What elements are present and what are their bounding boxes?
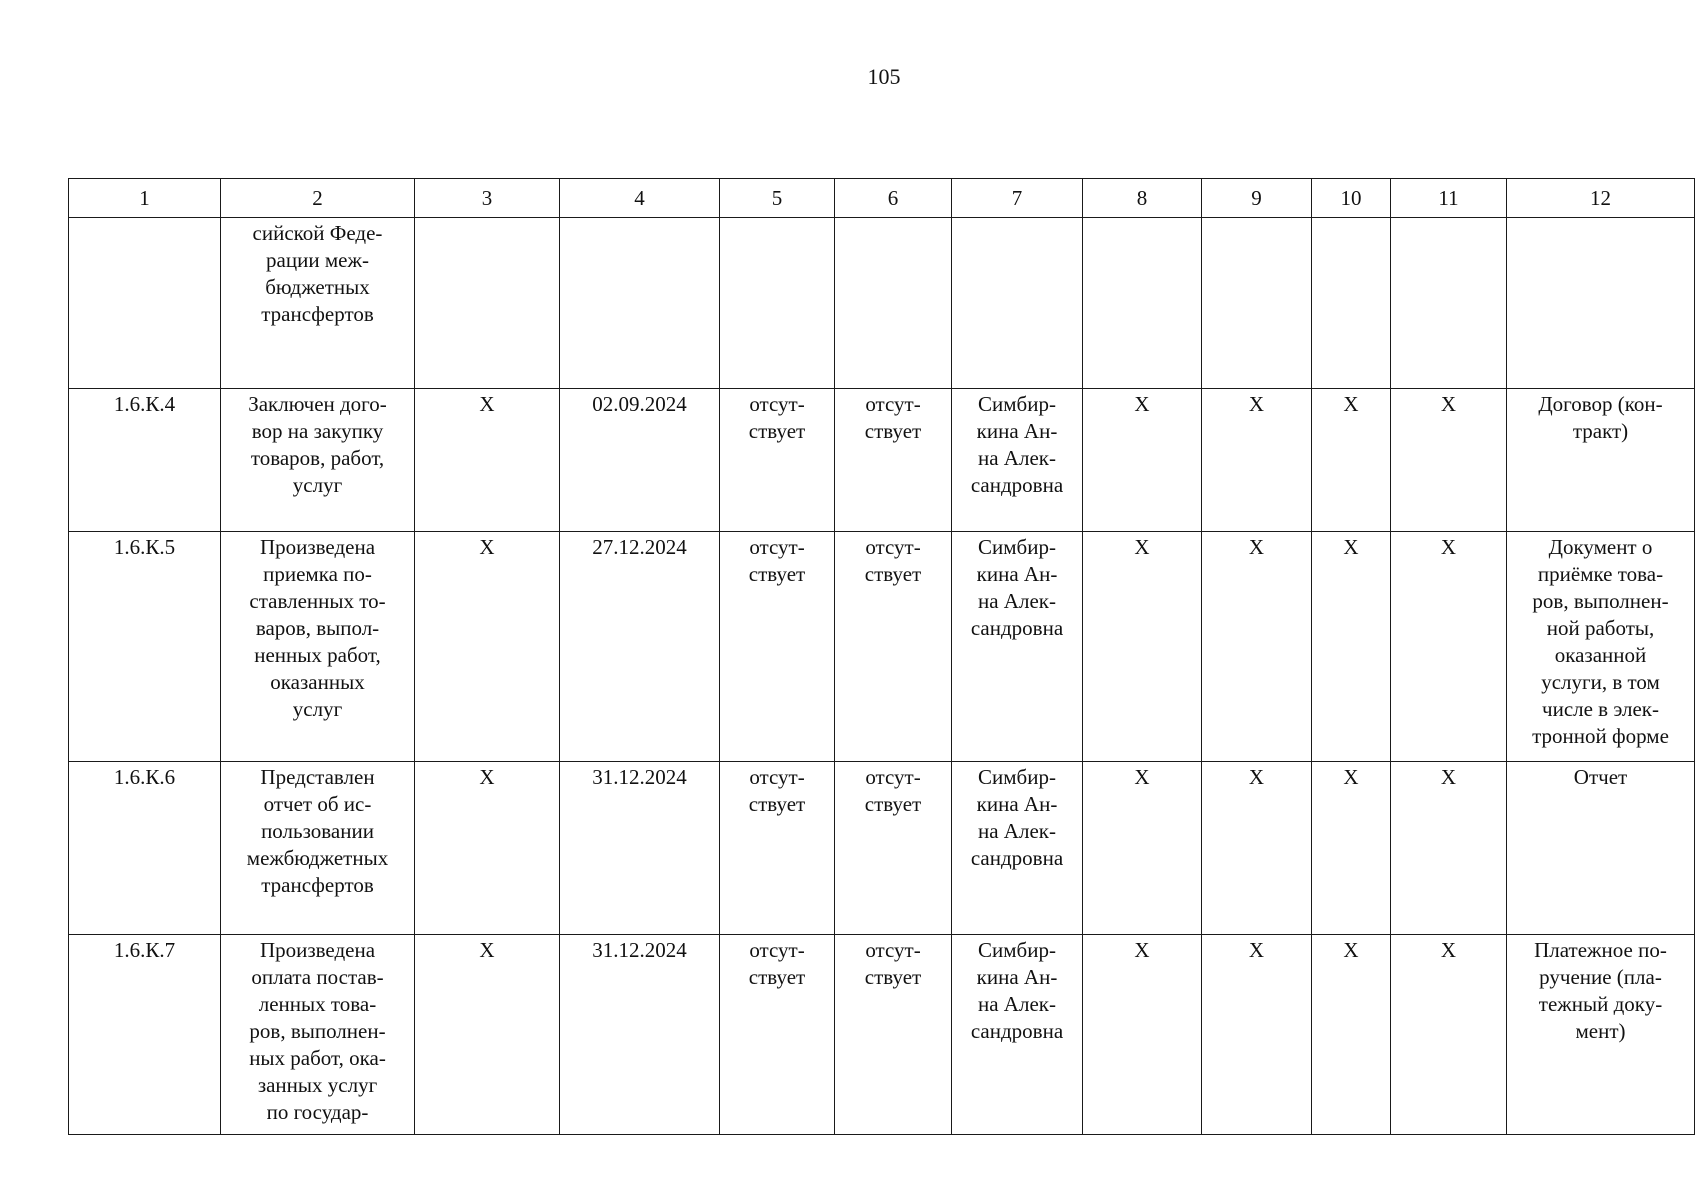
column-header: 5 <box>720 179 835 218</box>
table-row-continuation <box>69 218 1695 389</box>
column-header: 2 <box>221 179 415 218</box>
table-row <box>69 389 1695 532</box>
column-header: 1 <box>69 179 221 218</box>
cell-col9: Х <box>1202 389 1312 532</box>
table-row <box>69 762 1695 935</box>
cell-responsible: Симбир- кина Ан- на Алек- сандровна <box>952 762 1083 935</box>
cell-col9: Х <box>1202 935 1312 1135</box>
page-number: 105 <box>867 64 901 89</box>
column-header: 4 <box>560 179 720 218</box>
table-row <box>69 935 1695 1135</box>
cell-date: 31.12.2024 <box>560 935 720 1135</box>
control-points-table <box>68 178 1695 1135</box>
cell-col3 <box>415 218 560 389</box>
cell-document: Документ о приёмке това- ров, выполнен- ной работы, оказанной услуги, в том числе в элек- тронной форме <box>1507 532 1695 762</box>
cell-col8: Х <box>1083 389 1202 532</box>
cell-date <box>560 218 720 389</box>
cell-responsible: Симбир- кина Ан- на Алек- сандровна <box>952 389 1083 532</box>
cell-col9 <box>1202 218 1312 389</box>
column-header: 11 <box>1391 179 1507 218</box>
column-header: 12 <box>1507 179 1695 218</box>
column-header: 6 <box>835 179 952 218</box>
column-header: 3 <box>415 179 560 218</box>
cell-col9: Х <box>1202 762 1312 935</box>
cell-col6: отсут- ствует <box>835 532 952 762</box>
cell-responsible: Симбир- кина Ан- на Алек- сандровна <box>952 935 1083 1135</box>
column-number-header-row <box>69 179 1695 218</box>
cell-responsible: Симбир- кина Ан- на Алек- сандровна <box>952 532 1083 762</box>
cell-col3: Х <box>415 762 560 935</box>
cell-col10 <box>1312 218 1391 389</box>
cell-document: Платежное по- ручение (пла- тежный доку- мент) <box>1507 935 1695 1135</box>
cell-col8: Х <box>1083 762 1202 935</box>
cell-document: Отчет <box>1507 762 1695 935</box>
cell-col3: Х <box>415 389 560 532</box>
cell-date: 27.12.2024 <box>560 532 720 762</box>
cell-col10: Х <box>1312 389 1391 532</box>
cell-col6: отсут- ствует <box>835 762 952 935</box>
cell-col6: отсут- ствует <box>835 935 952 1135</box>
column-header: 10 <box>1312 179 1391 218</box>
cell-col11: Х <box>1391 762 1507 935</box>
cell-col6: отсут- ствует <box>835 389 952 532</box>
column-header: 8 <box>1083 179 1202 218</box>
cell-col10: Х <box>1312 935 1391 1135</box>
cell-date: 31.12.2024 <box>560 762 720 935</box>
cell-col8: Х <box>1083 935 1202 1135</box>
cell-col5: отсут- ствует <box>720 532 835 762</box>
cell-col10: Х <box>1312 762 1391 935</box>
cell-col11: Х <box>1391 532 1507 762</box>
cell-col5: отсут- ствует <box>720 762 835 935</box>
cell-event: сийской Феде- рации меж- бюджетных трансфертов <box>221 218 415 389</box>
cell-document <box>1507 218 1695 389</box>
cell-col9: Х <box>1202 532 1312 762</box>
cell-col10: Х <box>1312 532 1391 762</box>
cell-responsible <box>952 218 1083 389</box>
cell-event: Представлен отчет об ис- пользовании межбюджетных трансфертов <box>221 762 415 935</box>
cell-col5: отсут- ствует <box>720 935 835 1135</box>
cell-col11: Х <box>1391 389 1507 532</box>
cell-col8 <box>1083 218 1202 389</box>
cell-col8: Х <box>1083 532 1202 762</box>
table-row <box>69 532 1695 762</box>
cell-col6 <box>835 218 952 389</box>
cell-event: Произведена оплата постав- ленных това- ров, выполнен- ных работ, ока- занных услуг по государ- <box>221 935 415 1135</box>
cell-code: 1.6.К.4 <box>69 389 221 532</box>
cell-document: Договор (кон- тракт) <box>1507 389 1695 532</box>
cell-code <box>69 218 221 389</box>
cell-code: 1.6.К.5 <box>69 532 221 762</box>
cell-col5: отсут- ствует <box>720 389 835 532</box>
cell-col3: Х <box>415 532 560 762</box>
column-header: 9 <box>1202 179 1312 218</box>
cell-event: Произведена приемка по- ставленных то- варов, выпол- ненных работ, оказанных услуг <box>221 532 415 762</box>
cell-code: 1.6.К.7 <box>69 935 221 1135</box>
cell-event: Заключен дого- вор на закупку товаров, работ, услуг <box>221 389 415 532</box>
cell-col11: Х <box>1391 935 1507 1135</box>
cell-col5 <box>720 218 835 389</box>
cell-date: 02.09.2024 <box>560 389 720 532</box>
column-header: 7 <box>952 179 1083 218</box>
cell-col3: Х <box>415 935 560 1135</box>
cell-col11 <box>1391 218 1507 389</box>
cell-code: 1.6.К.6 <box>69 762 221 935</box>
